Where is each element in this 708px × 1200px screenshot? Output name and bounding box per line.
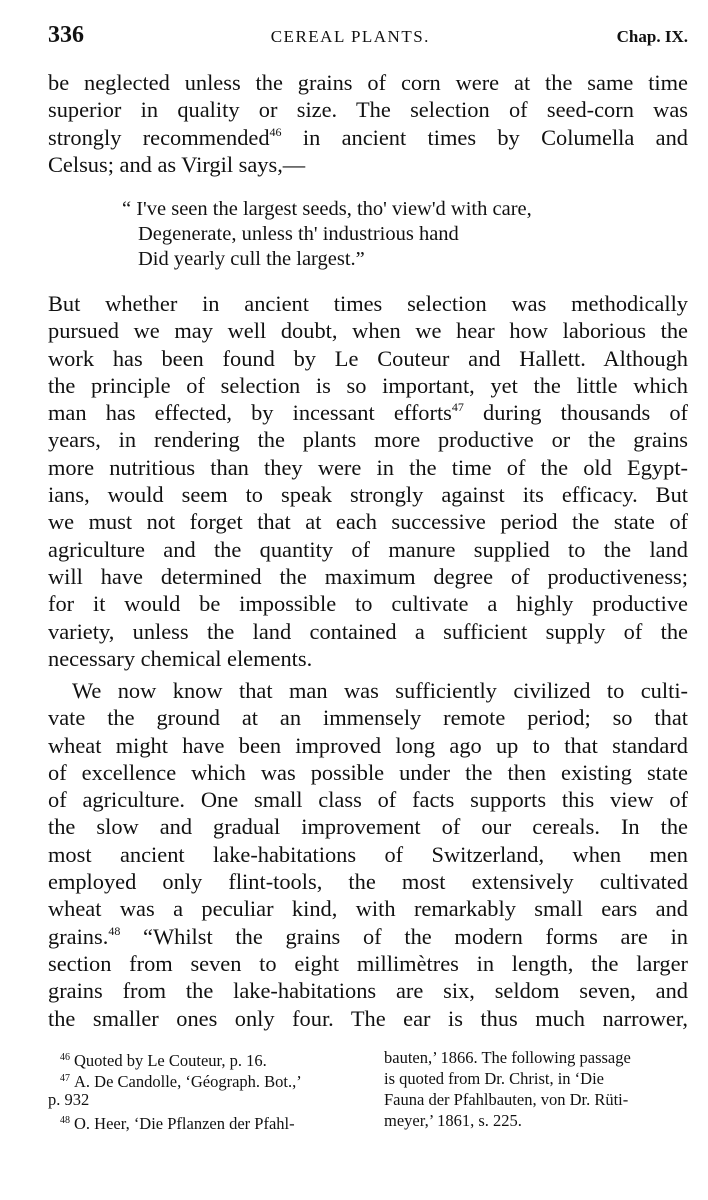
text-line: work has been found by Le Couteur and Hallett. Although — [48, 345, 688, 371]
text-line: we must not forget that at each successive period the state of — [48, 509, 688, 535]
footnote-47-continued — [48, 1089, 363, 1110]
text-line — [48, 923, 688, 950]
footnote-ref-46: 46 — [269, 124, 282, 139]
text-segment: “Whilst the grains of the modern forms are in — [120, 923, 688, 949]
text-line — [48, 399, 688, 426]
text-line: vate the ground at an immensely remote period; so that — [48, 705, 688, 731]
footnote-text: p. 932 — [48, 1090, 90, 1109]
text-line: the slow and gradual improvement of our cereals. In the — [48, 814, 688, 840]
footnote-ref-48: 48 — [108, 923, 121, 938]
verse-quotation — [122, 197, 642, 272]
text-line: But whether in ancient times selection was methodically — [48, 291, 688, 316]
page-number: 336 — [48, 22, 84, 48]
footnote-47 — [48, 1068, 363, 1089]
text-line: most ancient lake-habitations of Switzerland, when men — [48, 841, 688, 867]
running-title: CEREAL PLANTS. — [270, 27, 430, 46]
footnote-text: O. Heer, ‘Die Pflanzen der Pfahl- — [74, 1114, 295, 1133]
chapter-label: Chap. IX. — [616, 27, 688, 46]
text-line: years, in rendering the plants more productive or the grains — [48, 427, 688, 453]
text-segment: grains. — [48, 923, 109, 949]
paragraph-2 — [48, 290, 688, 672]
footnote-marker: 46 — [60, 1052, 70, 1063]
footnote-48-continued: meyer,’ 1861, s. 225. — [384, 1111, 522, 1130]
text-line: necessary chemical elements. — [48, 645, 313, 671]
running-header — [48, 22, 688, 52]
text-line: section from seven to eight millimètres in length, the larger — [48, 950, 688, 976]
text-segment: during thousands of — [463, 400, 688, 426]
footnote-ref-47: 47 — [451, 400, 464, 415]
text-line: pursued we may well doubt, when we hear how laborious the — [48, 318, 688, 344]
text-line: grains from the lake-habitations are six, seldom seven, and — [48, 978, 688, 1004]
footnotes-left-column — [48, 1047, 363, 1131]
text-line: wheat might have been improved long ago up to that standard — [48, 732, 688, 758]
text-segment: in ancient times by Columella and — [281, 124, 688, 150]
text-line: agriculture and the quantity of manure supplied to the land — [48, 536, 688, 562]
footnotes-right-column — [384, 1047, 688, 1131]
text-segment: man has effected, by incessant efforts — [48, 400, 452, 426]
text-segment: strongly recommended — [48, 124, 270, 150]
footnote-marker: 48 — [60, 1115, 70, 1126]
text-line: employed only flint-tools, the most extensively cultivated — [48, 869, 688, 895]
text-line: We now know that man was sufficiently civilized to culti- — [72, 678, 688, 703]
text-line: of excellence which was possible under the then existing state — [48, 759, 688, 785]
text-line: will have determined the maximum degree of productiveness; — [48, 563, 688, 589]
text-line: ians, would seem to speak strongly against its efficacy. But — [48, 482, 688, 508]
footnote-48-continued: is quoted from Dr. Christ, in ‘Die — [384, 1069, 604, 1088]
text-line — [48, 124, 688, 151]
text-line: the smaller ones only four. The ear is thus much narrower, — [48, 1005, 688, 1031]
text-line: the principle of selection is so important, yet the little which — [48, 372, 688, 398]
paragraph-3 — [48, 677, 688, 1032]
footnote-marker: 47 — [60, 1073, 70, 1084]
text-line: wheat was a peculiar kind, with remarkably small ears and — [48, 896, 688, 922]
text-line: for it would be impossible to cultivate a highly productive — [48, 591, 688, 617]
paragraph-1 — [48, 69, 688, 178]
text-line: more nutritious than they were in the time of the old Egypt- — [48, 454, 688, 480]
verse-line: Degenerate, unless th' industrious hand — [138, 223, 459, 245]
footnote-text: Quoted by Le Couteur, p. 16. — [74, 1051, 267, 1070]
footnote-46 — [48, 1047, 363, 1068]
text-line: be neglected unless the grains of corn were at the same time — [48, 70, 688, 95]
text-line: superior in quality or size. The selection of seed-corn was — [48, 97, 688, 123]
footnote-48-continued: bauten,’ 1866. The following passage — [384, 1048, 631, 1067]
footnotes — [48, 1047, 688, 1131]
footnote-48 — [48, 1110, 363, 1131]
verse-line: “ I've seen the largest seeds, tho' view'd with care, — [122, 198, 532, 220]
text-line: variety, unless the land contained a sufficient supply of the — [48, 618, 688, 644]
text-line: of agriculture. One small class of facts supports this view of — [48, 787, 688, 813]
verse-line: Did yearly cull the largest.” — [138, 248, 365, 270]
footnote-text: A. De Candolle, ‘Géograph. Bot.,’ — [74, 1072, 302, 1091]
footnote-48-continued: Fauna der Pfahlbauten, von Dr. Rüti- — [384, 1090, 629, 1109]
text-line: Celsus; and as Virgil says,— — [48, 151, 306, 177]
